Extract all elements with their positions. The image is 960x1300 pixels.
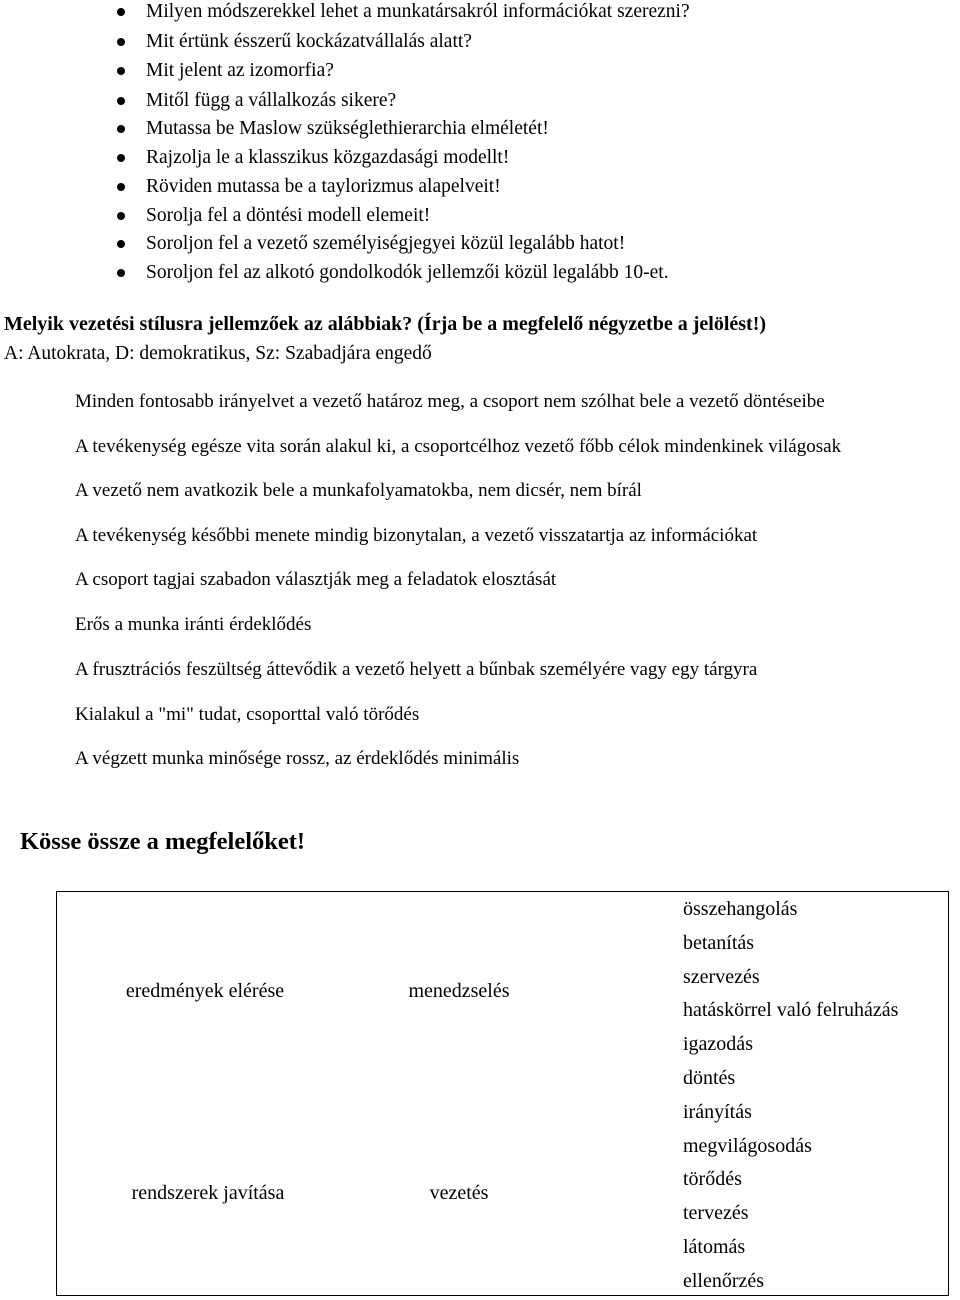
middle-item-menedzseles: menedzselés [408, 980, 510, 1002]
list-item: Erős a munka iránti érdeklődés [75, 614, 312, 635]
bullet-icon [117, 183, 125, 191]
list-item: összehangolás [683, 898, 798, 920]
list-item: szervezés [683, 965, 760, 988]
list-item: A csoport tagjai szabadon választják meg a feladatok elosztását [75, 569, 557, 590]
bullet-icon [117, 212, 125, 220]
list-item: látomás [683, 1235, 746, 1258]
list-item: Röviden mutassa be a taylorizmus alapelveit! [146, 175, 501, 199]
bullet-icon [117, 38, 125, 46]
list-item: tervezés [683, 1202, 749, 1225]
list-item: Kialakul a "mi" tudat, csoporttal való törődés [75, 704, 420, 725]
bullet-icon [117, 240, 125, 248]
list-item: törődés [683, 1168, 742, 1191]
bullet-icon [117, 67, 125, 75]
bullet-icon [117, 8, 125, 16]
matching-title: Kösse össze a megfelelőket! [20, 828, 306, 855]
list-item: ellenőrzés [683, 1269, 765, 1292]
list-item: Rajzolja le a klasszikus közgazdasági modellt! [146, 146, 509, 170]
list-item: Mit jelent az izomorfia? [146, 59, 334, 83]
list-item: hatáskörrel való felruházás [683, 999, 899, 1022]
list-item: Mutassa be Maslow szükséglethierarchia elméletét! [146, 117, 549, 141]
list-item: A tevékenység egésze vita során alakul ki, a csoportcélhoz vezető főbb célok mindenkinek világosak [75, 436, 842, 457]
middle-item-vezetes: vezetés [429, 1182, 489, 1204]
list-item: Sorolja fel a döntési modell elemeit! [146, 204, 430, 228]
left-item-rendszerek: rendszerek javítása [131, 1182, 285, 1204]
list-item: Milyen módszerekkel lehet a munkatársakról információkat szerezni? [146, 0, 690, 24]
list-item: betanítás [683, 931, 755, 954]
list-item: Mitől függ a vállalkozás sikere? [146, 89, 396, 113]
list-item: igazodás [683, 1033, 753, 1056]
bullet-icon [117, 269, 125, 277]
list-item: A frusztrációs feszültség áttevődik a vezető helyett a bűnbak személyére vagy egy tárgyra [75, 659, 758, 680]
list-item: megvilágosodás [683, 1134, 812, 1157]
style-question-title: Melyik vezetési stílusra jellemzőek az alábbiak? (Írja be a megfelelő négyzetbe a jelölést!) [4, 313, 767, 335]
bullet-icon [117, 97, 125, 105]
list-item: A tevékenység későbbi menete mindig bizonytalan, a vezető visszatartja az információkat [75, 525, 758, 546]
list-item: irányítás [683, 1100, 752, 1123]
list-item: Minden fontosabb irányelvet a vezető határoz meg, a csoport nem szólhat bele a vezető döntéseibe [75, 391, 825, 412]
list-item: döntés [683, 1066, 736, 1089]
bullet-icon [117, 154, 125, 162]
bullet-icon [117, 125, 125, 133]
left-item-eredmenyek: eredmények elérése [125, 980, 285, 1002]
style-legend: A: Autokrata, D: demokratikus, Sz: Szabadjára engedő [4, 343, 432, 364]
list-item: Soroljon fel a vezető személyiségjegyei közül legalább hatot! [146, 232, 625, 256]
right-column-list [683, 893, 898, 1299]
list-item: A vezető nem avatkozik bele a munkafolyamatokba, nem dicsér, nem bírál [75, 480, 642, 501]
list-item: Mit értünk ésszerű kockázatvállalás alatt? [146, 30, 472, 54]
list-item: Soroljon fel az alkotó gondolkodók jellemzői közül legalább 10-et. [146, 261, 669, 285]
list-item: A végzett munka minősége rossz, az érdeklődés minimális [75, 748, 520, 769]
